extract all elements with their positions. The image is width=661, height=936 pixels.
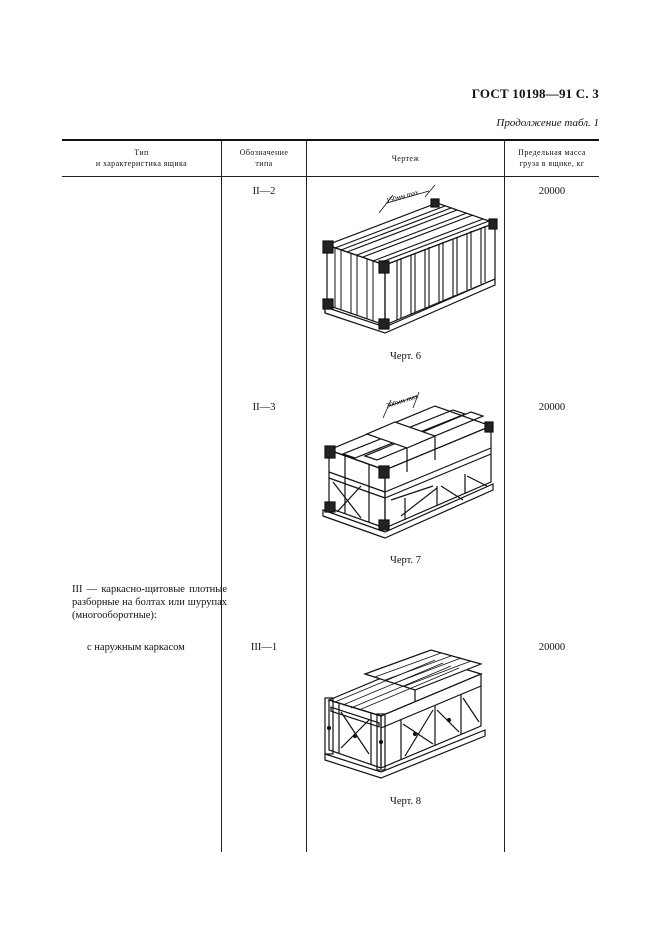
group-III-description: III — каркасно-щитовые плотные разборные на болтах или шурупах (многооборотные): <box>72 584 227 621</box>
group-III-subtype: с наружным каркасом <box>87 642 185 653</box>
column-header-type: Тип и характеристика ящика <box>95 148 188 168</box>
drawing-7-crate-frame <box>315 390 515 550</box>
drawing-6-crate-slatted <box>315 183 515 343</box>
table-column-rule-1 <box>221 140 222 852</box>
designation-II-3: II—3 <box>252 402 276 413</box>
table-column-rule-2 <box>306 140 307 852</box>
caption-drawing-7: Черт. 7 <box>390 555 421 566</box>
designation-II-2: II—2 <box>252 186 276 197</box>
column-header-designation: Обозначение типа <box>239 148 289 168</box>
caption-drawing-6: Черт. 6 <box>390 351 421 362</box>
table-continuation: Продолжение табл. 1 <box>496 117 599 129</box>
column-header-mass: Предельная масса груза в ящике, кг <box>518 148 586 168</box>
dimension-label-300: 300мм max <box>385 392 420 410</box>
column-header-drawing: Чертеж <box>391 154 420 163</box>
mass-II-2: 20000 <box>538 186 566 197</box>
drawing-8-crate-panel <box>315 650 515 790</box>
page-header: ГОСТ 10198—91 С. 3 <box>471 86 599 101</box>
table-top-rule <box>62 139 599 141</box>
designation-III-1: III—1 <box>250 642 278 653</box>
table-header-rule <box>62 176 599 177</box>
mass-III-1: 20000 <box>538 642 566 653</box>
caption-drawing-8: Черт. 8 <box>390 796 421 807</box>
mass-II-3: 20000 <box>538 402 566 413</box>
dimension-label-150: 150мм max <box>385 188 420 205</box>
